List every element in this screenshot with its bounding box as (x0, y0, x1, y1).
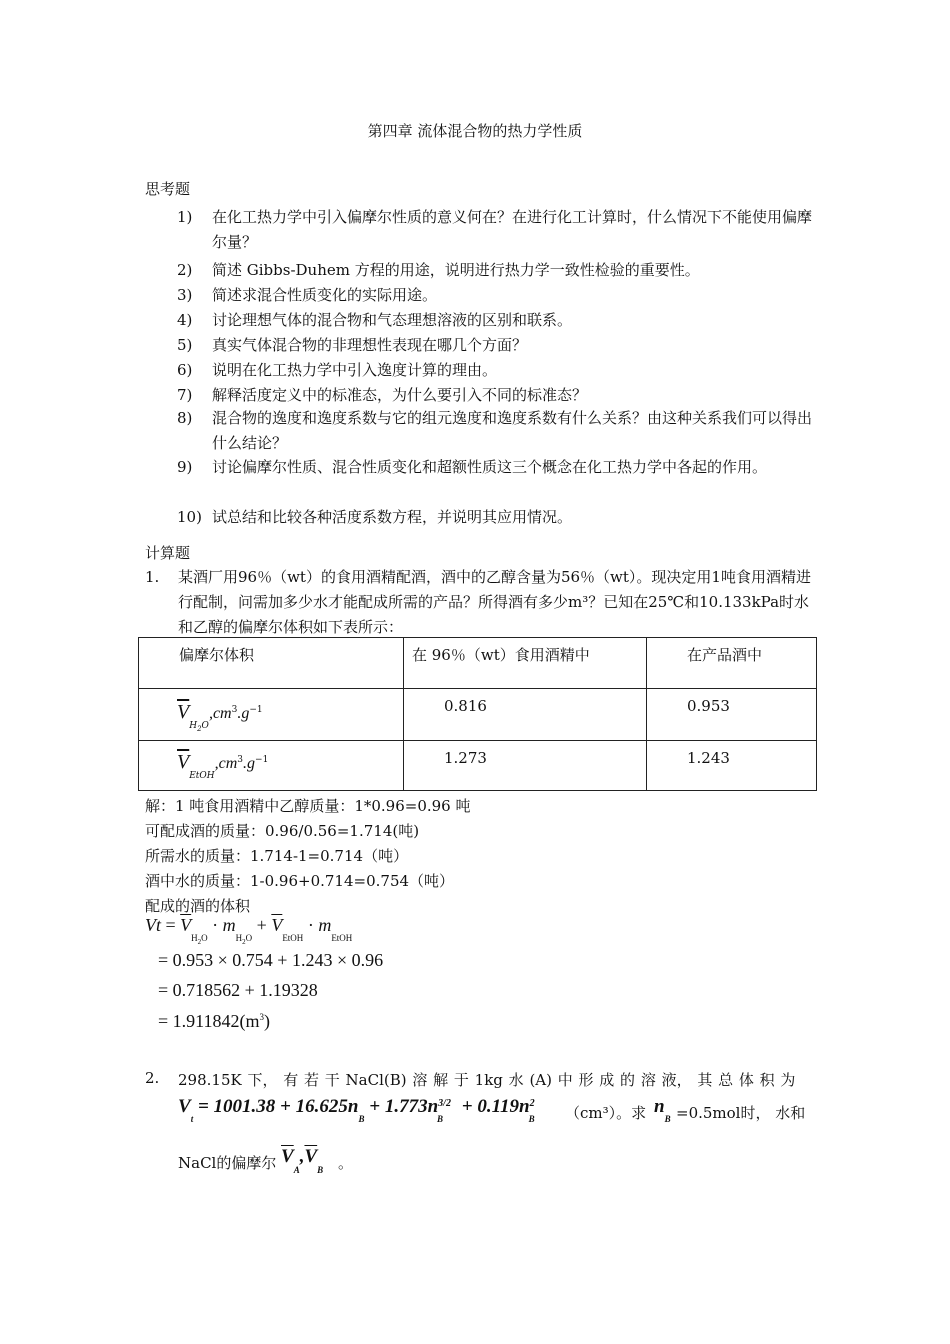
problem-2-condition: =0.5mol时， 水和 (676, 1104, 806, 1122)
table-cell: 1.273 (404, 741, 647, 791)
solution-line: 所需水的质量：1.714-1=0.714（吨） (145, 847, 409, 865)
problem-2-line1: 298.15K 下， 有 若 干 NaCl(B) 溶 解 于 1kg 水 (A) 中 形 成 的 溶 液， 其 总 体 积 为 (178, 1071, 796, 1089)
table-cell: 0.816 (404, 689, 647, 741)
thinking-item-text: 解释活度定义中的标准态，为什么要引入不同的标准态？ (212, 386, 588, 404)
problem-2-end: 。 (338, 1154, 354, 1172)
equation-line: = $1.911842(m^3)$ (158, 1011, 270, 1031)
solution-line: 配成的酒的体积 (145, 897, 251, 915)
thinking-item-number: 8) (177, 409, 193, 427)
solution-line: 解：1 吨食用酒精中乙醇质量：1*0.96=0.96 吨 (145, 797, 471, 815)
thinking-item-number: 7) (177, 386, 193, 404)
thinking-item-number: 3) (177, 286, 193, 304)
table-cell: 0.953 (647, 689, 817, 741)
problem-1-number: 1. (145, 568, 160, 586)
thinking-item-text: 讨论偏摩尔性质、混合性质变化和超额性质这三个概念在化工热力学中各起的作用。 (212, 458, 768, 476)
thinking-item-text: 简述 Gibbs-Duhem 方程的用途，说明进行热力学一致性检验的重要性。 (212, 261, 700, 279)
calc-heading: 计算题 (145, 544, 191, 562)
thinking-item-text: 简述求混合性质变化的实际用途。 (212, 286, 438, 304)
thinking-item-number: 4) (177, 311, 193, 329)
problem-2-formula: $V_t = 1001.38 + 16.625n_B + 1.773n^{3/2}_B + 0.119n^2_B$ (178, 1096, 535, 1124)
problem-2-nb: $n_B$ (654, 1096, 671, 1124)
thinking-item-number: 2) (177, 261, 193, 279)
thinking-heading: 思考题 (145, 180, 191, 198)
equation-line: = 0.953 × 0.754 + 1.243 × 0.96 (158, 950, 384, 970)
thinking-item-text: 在化工热力学中引入偏摩尔性质的意义何在？在进行化工计算时，什么情况下不能使用偏摩尔量？ (212, 208, 813, 251)
thinking-item-number: 5) (177, 336, 193, 354)
equation-line: = 0.718562 + 1.19328 (158, 980, 318, 1000)
table-header-cell: 在产品酒中 (647, 638, 817, 689)
table-header-cell: 偏摩尔体积 (139, 638, 404, 689)
problem-2-va-vb: $\overline{V}_A,\overline{V}_B$ (281, 1146, 324, 1175)
thinking-item-text: 讨论理想气体的混合物和气态理想溶液的区别和联系。 (212, 311, 573, 329)
table-row-label: $\overline{V}_{EtOH},cm^3.g^{-1}$ (139, 741, 404, 791)
solution-line: 可配成酒的质量：0.96/0.56=1.714(吨) (145, 822, 420, 840)
table-header-text: 在 96％（wt）食用酒精中 (412, 646, 590, 664)
problem-1-text: 某酒厂用96％（wt）的食用酒精配酒，酒中的乙醇含量为56％（wt）。现决定用1吨食用酒精进行配制，问需加多少水才能配成所需的产品？所得酒有多少m³？已知在25℃和10.133kPa时水和乙醇的偏摩尔体积如下表所示： (178, 568, 811, 636)
problem-2-line3: NaCl的偏摩尔 (178, 1154, 277, 1172)
table-cell: 1.243 (647, 741, 817, 791)
table-header-cell (404, 638, 647, 689)
thinking-item-text: 说明在化工热力学中引入逸度计算的理由。 (212, 361, 498, 379)
problem-2-formula-tail: （cm³）。求 (565, 1104, 647, 1122)
thinking-item-number: 10) (177, 508, 202, 526)
thinking-item-text: 试总结和比较各种活度系数方程，并说明其应用情况。 (212, 508, 573, 526)
thinking-item-text: 真实气体混合物的非理想性表现在哪几个方面？ (212, 336, 528, 354)
partial-molar-volume-table (138, 637, 817, 791)
thinking-item-number: 1) (177, 208, 193, 226)
thinking-item-text: 混合物的逸度和逸度系数与它的组元逸度和逸度系数有什么关系？由这种关系我们可以得出什么结论？ (212, 409, 813, 452)
thinking-item-number: 6) (177, 361, 193, 379)
thinking-item-number: 9) (177, 458, 193, 476)
problem-2-number: 2. (145, 1069, 160, 1087)
volume-equation: $Vt = \overline{V}_{H_2O} \cdot m_{H_2O} + \overline{V}_{EtOH} \cdot m_{EtOH}$ (145, 915, 353, 946)
table-row-label: $\overline{V}_{H_2O},cm^3.g^{-1}$ (139, 689, 404, 741)
solution-line: 酒中水的质量：1-0.96+0.714=0.754（吨） (145, 872, 455, 890)
page-title: 第四章 流体混合物的热力学性质 (367, 122, 583, 140)
